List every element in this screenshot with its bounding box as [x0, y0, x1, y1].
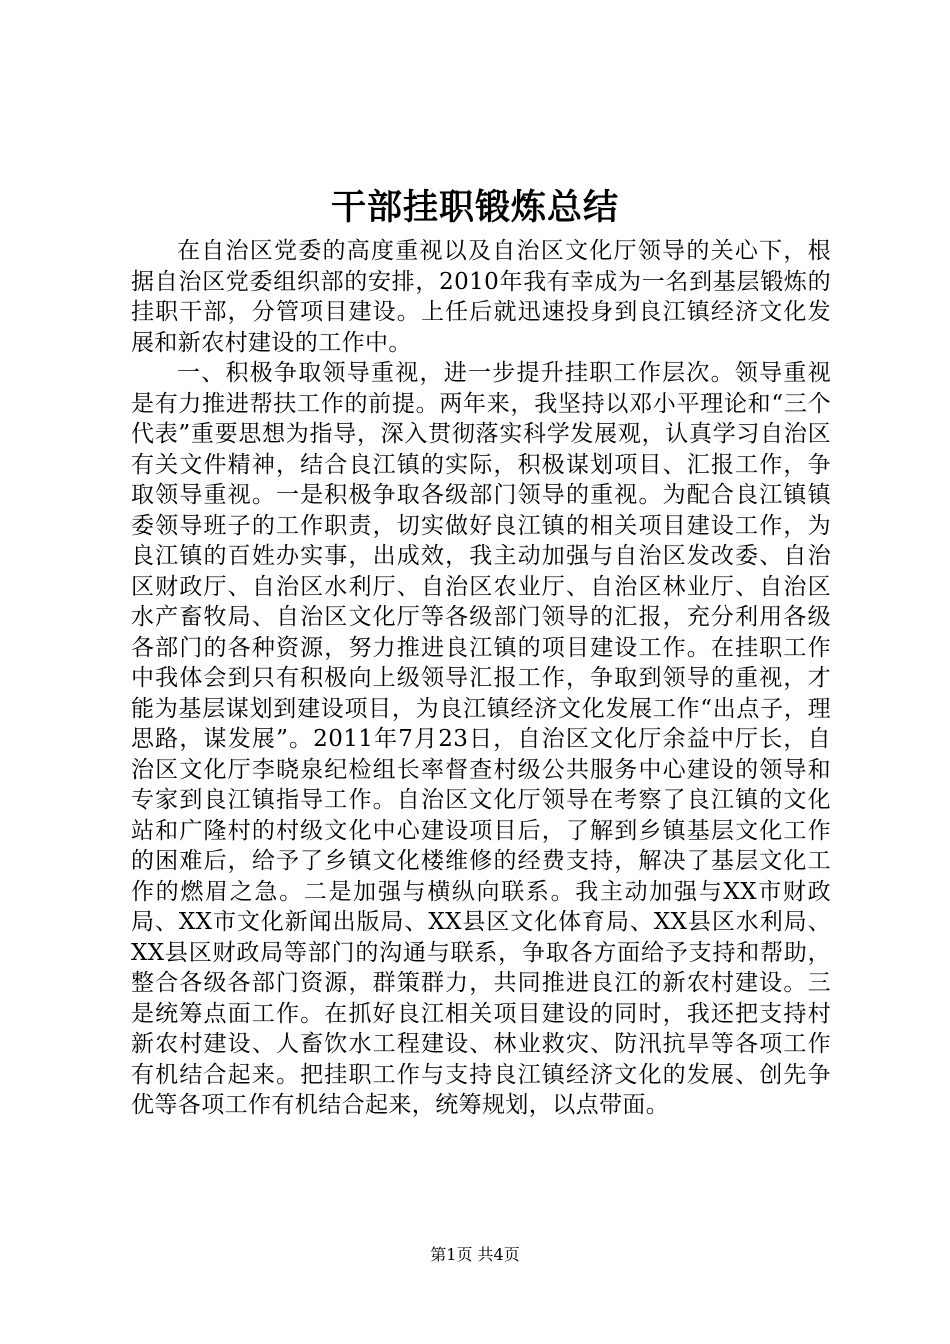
document-title: 干部挂职锻炼总结 [330, 187, 619, 228]
paragraph-intro: 在自治区党委的高度重视以及自治区文化厅领导的关心下，根据自治区党委组织部的安排，2010年我有幸成为一名到基层锻炼的挂职干部，分管项目建设。上任后就迅速投身到良江镇经济文化发展和新农村建设的工作中。 [131, 238, 831, 356]
document-body [131, 236, 831, 1121]
paragraph-section-one: 一、积极争取领导重视，进一步提升挂职工作层次。领导重视是有力推进帮扶工作的前提。两年来，我坚持以邓小平理论和“三个代表”重要思想为指导，深入贯彻落实科学发展观，认真学习自治区有关文件精神，结合良江镇的实际，积极谋划项目、汇报工作，争取领导重视。一是积极争取各级部门领导的重视。为配合良江镇镇委领导班子的工作职责，切实做好良江镇的相关项目建设工作，为良江镇的百姓办实事，出成效，我主动加强与自治区发改委、自治区财政厅、自治区水利厅、自治区农业厅、自治区林业厅、自治区水产畜牧局、自治区文化厅等各级部门领导的汇报，充分利用各级各部门的各种资源，努力推进良江镇的项目建设工作。在挂职工作中我体会到只有积极向上级领导汇报工作，争取到领导的重视，才能为基层谋划到建设项目，为良江镇经济文化发展工作“出点子，理思路，谋发展”。2011年7月23日，自治区文化厅余益中厅长，自治区文化厅李晓泉纪检组长率督查村级公共服务中心建设的领导和专家到良江镇指导工作。自治区文化厅领导在考察了良江镇的文化站和广隆村的村级文化中心建设项目后，了解到乡镇基层文化工作的困难后，给予了乡镇文化楼维修的经费支持，解决了基层文化工作的燃眉之急。二是加强与横纵向联系。我主动加强与XX市财政局、XX市文化新闻出版局、XX县区文化体育局、XX县区水利局、XX县区财政局等部门的沟通与联系，争取各方面给予支持和帮助，整合各级各部门资源，群策群力，共同推进良江的新农村建设。三是统筹点面工作。在抓好良江相关项目建设的同时，我还把支持村新农村建设、人畜饮水工程建设、林业救灾、防汛抗旱等各项工作有机结合起来。把挂职工作与支持良江镇经济文化的发展、创先争优等各项工作有机结合起来，统筹规划，以点带面。 [131, 360, 831, 1118]
page-footer: 第1页 共4页 [430, 1245, 520, 1264]
